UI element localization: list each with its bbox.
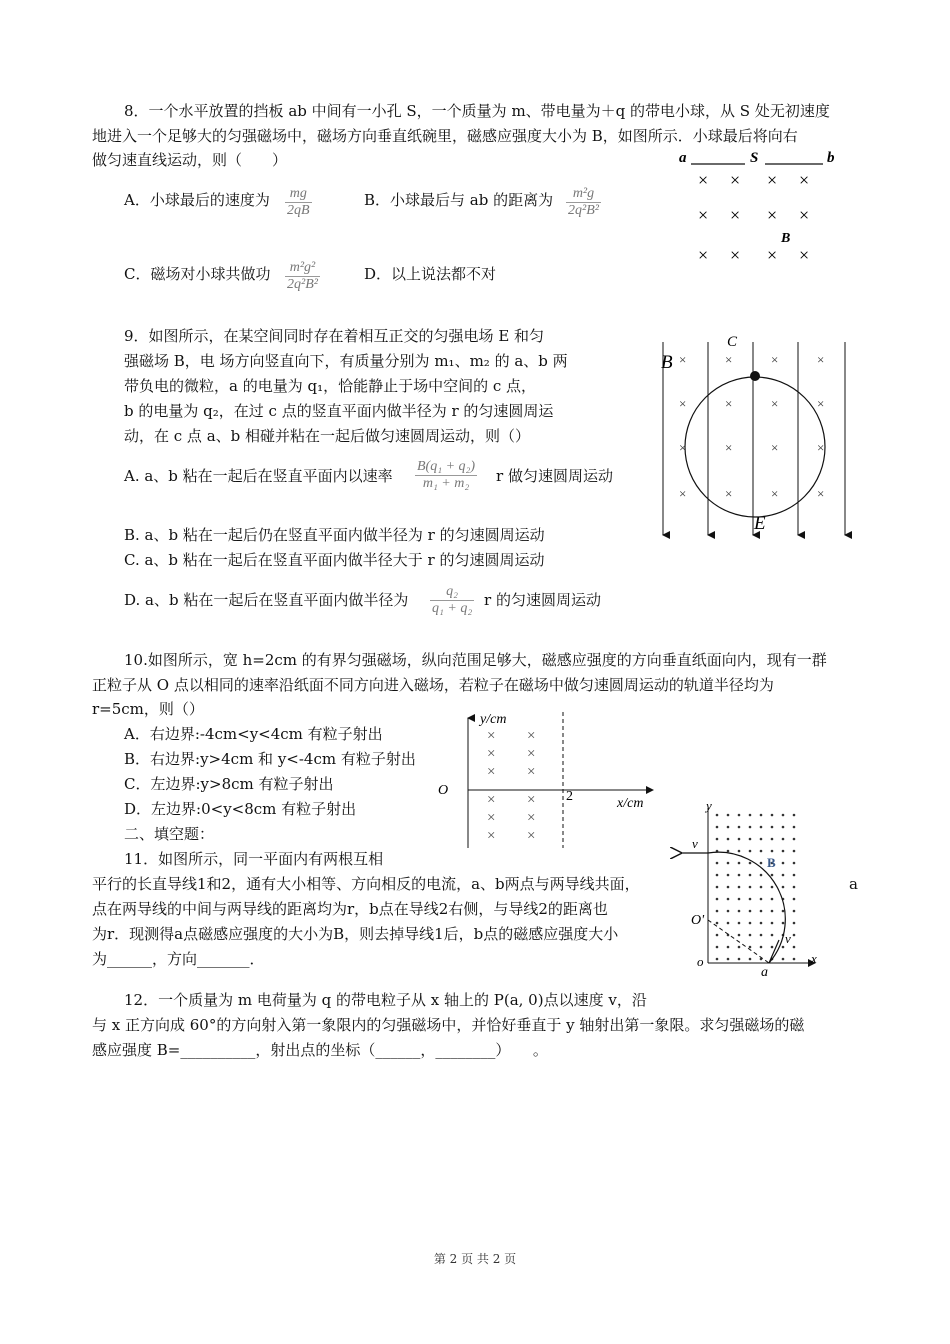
fraction-denominator: 2q²B²: [287, 277, 318, 292]
fraction-numerator: m²g²: [285, 260, 320, 277]
field-cross: ×: [817, 440, 825, 455]
magnetic-field-crosses: [487, 728, 535, 844]
field-dot: [771, 886, 774, 889]
q11-line-3: 点在两导线的中间与两导线的距离均为r，b点在导线2右侧，与导线2的距离也: [92, 900, 608, 918]
origin-label: O: [438, 783, 449, 798]
field-dot: [760, 850, 763, 853]
label-S: S: [750, 150, 759, 166]
field-dot: [749, 922, 752, 925]
field-dot: [727, 826, 730, 829]
field-dot: [771, 850, 774, 853]
field-dot: [793, 934, 796, 937]
field-dot: [793, 898, 796, 901]
field-dot: [727, 814, 730, 817]
field-dot: [760, 814, 763, 817]
q10-option-d: D．左边界:0<y<8cm 有粒子射出: [124, 800, 357, 818]
field-dot: [716, 934, 719, 937]
field-dot: [771, 838, 774, 841]
q11-line-2-tail: a: [849, 875, 858, 893]
field-dot: [727, 862, 730, 865]
field-cross: ×: [487, 792, 496, 808]
q9-option-d-fraction: [430, 584, 474, 617]
q9-option-a: A. a、b 粘在一起后在竖直平面内以速率: [124, 467, 393, 485]
fraction-numerator: B(q₁ + q₂): [417, 459, 476, 474]
q12-figure: [675, 800, 835, 980]
fraction-denominator: q₁ + q₂: [432, 601, 473, 616]
field-dot: [749, 946, 752, 949]
field-cross: ×: [799, 205, 810, 225]
field-cross: ×: [487, 728, 496, 744]
field-dot: [782, 874, 785, 877]
q9-stem-line-5: 动，在 c 点 a、b 相碰并粘在一起后做匀速圆周运动，则（）: [124, 427, 531, 445]
label-O-prime: O': [691, 913, 705, 928]
field-dot: [749, 826, 752, 829]
field-cross: ×: [799, 245, 810, 265]
field-dot: [738, 874, 741, 877]
q8-stem-line-1: 8．一个水平放置的挡板 ab 中间有一小孔 S，一个质量为 m、带电量为＋q 的带电小球，从 S 处无初速度: [124, 102, 830, 120]
field-cross: ×: [767, 170, 778, 190]
q12-line-3: 感应强度 B=__________，射出点的坐标（______，________） 。: [92, 1041, 548, 1059]
label-v-entry: v: [785, 931, 791, 946]
field-cross: ×: [771, 440, 779, 455]
fraction-numerator: m²g: [566, 186, 601, 203]
field-dot: [716, 898, 719, 901]
field-dot: [760, 838, 763, 841]
field-dot: [771, 874, 774, 877]
field-cross: ×: [730, 170, 741, 190]
field-dot: [716, 910, 719, 913]
q9-option-a-tail: r 做匀速圆周运动: [496, 467, 613, 485]
field-dot: [716, 814, 719, 817]
field-dot: [749, 814, 752, 817]
field-dot: [727, 910, 730, 913]
label-B: B: [661, 352, 673, 373]
field-dot: [749, 850, 752, 853]
field-dot: [738, 934, 741, 937]
fraction-numerator: mg: [285, 186, 312, 203]
field-dot: [716, 886, 719, 889]
field-dot: [738, 922, 741, 925]
field-dot: [760, 910, 763, 913]
label-E: E: [754, 513, 766, 534]
field-dot: [771, 910, 774, 913]
field-dot: [793, 874, 796, 877]
field-dot: [738, 862, 741, 865]
field-dot: [771, 826, 774, 829]
q12-line-1: 12．一个质量为 m 电荷量为 q 的带电粒子从 x 轴上的 P(a, 0)点以速度 v，沿: [124, 991, 647, 1009]
field-dot: [749, 886, 752, 889]
magnetic-field-crosses: [698, 170, 809, 265]
field-dot: [793, 850, 796, 853]
q11-line-5: 为______，方向_______．: [92, 950, 265, 968]
field-dot: [782, 826, 785, 829]
field-dot: [782, 838, 785, 841]
field-dot: [793, 958, 796, 961]
q10-figure: [435, 710, 660, 850]
field-cross: ×: [679, 440, 687, 455]
page-footer: 第 2 页 共 2 页: [433, 1252, 517, 1266]
q10-stem-line-2: 正粒子从 O 点以相同的速率沿纸面不同方向进入磁场，若粒子在磁场中做匀速圆周运动的轨道半径均为: [92, 676, 774, 694]
field-dot: [738, 838, 741, 841]
field-cross: ×: [527, 764, 536, 780]
q9-option-d-tail: r 的匀速圆周运动: [484, 591, 601, 609]
label-B: B: [767, 855, 776, 870]
q8-option-d: D．以上说法都不对: [364, 265, 497, 283]
field-dot: [760, 826, 763, 829]
field-dot: [793, 826, 796, 829]
field-cross: ×: [730, 245, 741, 265]
field-cross: ×: [679, 396, 687, 411]
label-o: o: [697, 954, 704, 969]
field-dot: [771, 898, 774, 901]
label-a: a: [761, 965, 768, 980]
field-cross: ×: [771, 486, 779, 501]
label-B: B: [781, 231, 791, 246]
field-dot: [760, 874, 763, 877]
q8-option-b: B．小球最后与 ab 的距离为: [364, 191, 554, 209]
field-dot: [782, 850, 785, 853]
field-dot: [716, 958, 719, 961]
q8-option-c-fraction: [285, 260, 320, 293]
field-dot: [738, 958, 741, 961]
field-dot: [760, 886, 763, 889]
field-dot: [716, 862, 719, 865]
q9-option-b: B. a、b 粘在一起后仍在竖直平面内做半径为 r 的匀速圆周运动: [124, 526, 545, 544]
field-cross: ×: [817, 486, 825, 501]
q11-line-2: 平行的长直导线1和2，通有大小相等、方向相反的电流，a、b两点与两导线共面，: [92, 875, 640, 893]
q9-stem-line-2: 强磁场 B，电 场方向竖直向下，有质量分别为 m₁、m₂ 的 a、b 两: [124, 352, 568, 370]
point-c: [750, 371, 760, 381]
field-dot: [716, 838, 719, 841]
q9-stem-line-1: 9．如图所示，在某空间同时存在着相互正交的匀强电场 E 和匀: [124, 327, 545, 345]
field-cross: ×: [799, 170, 810, 190]
label-C: C: [727, 334, 738, 350]
field-dot: [771, 934, 774, 937]
field-dot: [727, 898, 730, 901]
field-dot: [749, 862, 752, 865]
field-cross: ×: [767, 245, 778, 265]
q9-option-a-fraction: [415, 459, 477, 492]
y-axis-label: y/cm: [480, 712, 507, 727]
field-cross: ×: [698, 170, 709, 190]
field-dot: [793, 838, 796, 841]
q11-line-4: 为r．现测得a点磁感应强度的大小为B，则去掉导线1后，b点的磁感应强度大小: [92, 925, 619, 943]
field-dot: [738, 850, 741, 853]
field-dot: [738, 886, 741, 889]
field-dot: [716, 922, 719, 925]
field-cross: ×: [679, 486, 687, 501]
q12-line-2: 与 x 正方向成 60°的方向射入第一象限内的匀强磁场中，并恰好垂直于 y 轴射出第一象限。求匀强磁场的磁: [92, 1016, 805, 1034]
q10-option-a: A．右边界:-4cm<y<4cm 有粒子射出: [124, 725, 383, 743]
field-cross: ×: [487, 764, 496, 780]
field-dot: [771, 922, 774, 925]
field-dot: [727, 886, 730, 889]
field-cross: ×: [527, 792, 536, 808]
field-dot: [793, 910, 796, 913]
magnetic-field-dots: [716, 814, 796, 961]
field-cross: ×: [725, 396, 733, 411]
q10-option-b: B．右边界:y>4cm 和 y<-4cm 有粒子射出: [124, 750, 416, 768]
q10-stem-line-1: 10.如图所示，宽 h=2cm 的有界匀强磁场，纵向范围足够大，磁感应强度的方向垂直纸面向内，现有一群: [124, 651, 827, 669]
fraction-denominator: 2qB: [287, 203, 310, 218]
field-dot: [716, 826, 719, 829]
field-cross: ×: [698, 205, 709, 225]
field-dot: [727, 946, 730, 949]
field-dot: [793, 814, 796, 817]
field-dot: [771, 814, 774, 817]
field-dot: [727, 958, 730, 961]
label-y: y: [706, 798, 712, 813]
q10-stem-line-3: r=5cm，则（）: [92, 700, 204, 718]
q9-stem-line-4: b 的电量为 q₂，在过 c 点的竖直平面内做半径为 r 的匀速圆周运: [124, 402, 554, 420]
field-dot: [793, 922, 796, 925]
field-dot: [760, 898, 763, 901]
field-dot: [760, 934, 763, 937]
field-cross: ×: [679, 352, 687, 367]
field-dot: [738, 826, 741, 829]
field-dot: [782, 922, 785, 925]
q8-figure: [675, 146, 845, 266]
field-cross: ×: [487, 746, 496, 762]
fraction-denominator: m₁ + m₂: [422, 476, 470, 491]
label-x: x: [811, 951, 817, 966]
x-axis-label: x/cm: [617, 796, 644, 811]
q8-option-b-fraction: [566, 186, 601, 219]
field-cross: ×: [698, 245, 709, 265]
field-cross: ×: [527, 828, 536, 844]
field-dot: [738, 910, 741, 913]
q8-option-c: C．磁场对小球共做功: [124, 265, 271, 283]
label-b: b: [827, 150, 835, 166]
label-v-exit: v: [692, 836, 698, 851]
q8-stem-line-3: 做匀速直线运动，则（ ）: [92, 151, 288, 169]
field-dot: [782, 958, 785, 961]
radius-dashed: [708, 920, 769, 963]
field-cross: ×: [527, 728, 536, 744]
field-dot: [793, 946, 796, 949]
field-dot: [760, 862, 763, 865]
field-cross: ×: [725, 440, 733, 455]
field-dot: [782, 862, 785, 865]
field-dot: [727, 850, 730, 853]
electric-field-lines: [663, 342, 845, 535]
field-dot: [782, 910, 785, 913]
field-cross: ×: [817, 396, 825, 411]
field-cross: ×: [725, 352, 733, 367]
field-cross: ×: [817, 352, 825, 367]
field-dot: [771, 946, 774, 949]
field-dot: [749, 910, 752, 913]
field-dot: [738, 814, 741, 817]
field-cross: ×: [487, 810, 496, 826]
q8-stem-line-2: 地进入一个足够大的匀强磁场中，磁场方向垂直纸碗里，磁感应强度大小为 B，如图所示．小球最后将向右: [92, 127, 798, 145]
field-dot: [749, 898, 752, 901]
field-dot: [749, 874, 752, 877]
field-cross: ×: [771, 396, 779, 411]
field-cross: ×: [527, 810, 536, 826]
tick-label-2: 2: [566, 789, 573, 804]
field-cross: ×: [725, 486, 733, 501]
field-dot: [716, 946, 719, 949]
field-dot: [738, 946, 741, 949]
field-dot: [793, 886, 796, 889]
q8-option-a-fraction: [285, 186, 312, 219]
q9-figure: [655, 330, 855, 540]
q9-option-d: D. a、b 粘在一起后在竖直平面内做半径为: [124, 591, 409, 609]
field-dot: [760, 922, 763, 925]
field-cross: ×: [730, 205, 741, 225]
q11-line-1: 11．如图所示，同一平面内有两根互相: [124, 850, 384, 868]
q10-option-c: C．左边界:y>8cm 有粒子射出: [124, 775, 334, 793]
fraction-denominator: 2q²B²: [568, 203, 599, 218]
field-dot: [760, 946, 763, 949]
field-dot: [727, 874, 730, 877]
field-dot: [749, 958, 752, 961]
field-cross: ×: [771, 352, 779, 367]
field-dot: [749, 838, 752, 841]
field-dot: [782, 886, 785, 889]
q9-option-c: C. a、b 粘在一起后在竖直平面内做半径大于 r 的匀速圆周运动: [124, 551, 545, 569]
field-dot: [716, 874, 719, 877]
field-cross: ×: [527, 746, 536, 762]
field-dot: [738, 898, 741, 901]
field-dot: [782, 946, 785, 949]
field-cross: ×: [767, 205, 778, 225]
q9-stem-line-3: 带负电的微粒，a 的电量为 q₁，恰能静止于场中空间的 c 点，: [124, 377, 537, 395]
circular-path: [685, 377, 825, 517]
field-dot: [782, 814, 785, 817]
section-fill-in-heading: 二、填空题：: [124, 825, 215, 843]
field-dot: [727, 838, 730, 841]
field-dot: [749, 934, 752, 937]
label-a: a: [679, 150, 687, 166]
field-cross: ×: [487, 828, 496, 844]
q8-option-a: A．小球最后的速度为: [124, 191, 270, 209]
field-dot: [727, 922, 730, 925]
fraction-numerator: q₂: [430, 584, 474, 601]
field-dot: [793, 862, 796, 865]
